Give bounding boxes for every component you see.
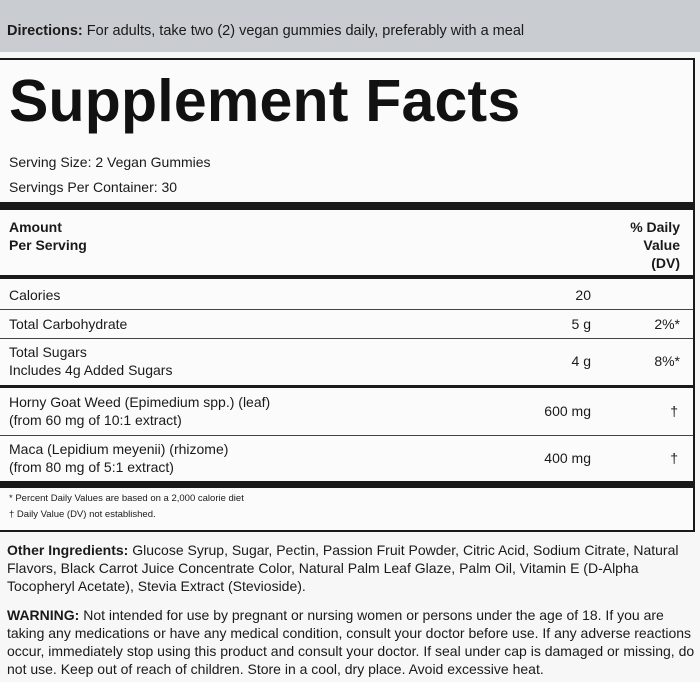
row-sugars-label: Total Sugars	[9, 344, 87, 360]
row-sugars-amount: 4 g	[571, 353, 591, 369]
warning-label: WARNING:	[7, 607, 80, 623]
facts-title: Supplement Facts	[9, 68, 521, 134]
footnote-dv-not-established: † Daily Value (DV) not established.	[9, 509, 156, 520]
row-goatweed-dv: †	[670, 403, 678, 419]
row-maca-label: Maca (Lepidium meyenii) (rhizome)	[9, 441, 229, 457]
row-sugars-dv: 8%*	[654, 353, 680, 369]
row-maca-sublabel: (from 80 mg of 5:1 extract)	[9, 459, 174, 475]
servings-per-container: Servings Per Container: 30	[9, 179, 178, 195]
row-divider	[0, 435, 693, 436]
row-carb-label: Total Carbohydrate	[9, 316, 128, 332]
other-ingredients-text: Glucose Syrup, Sugar, Pectin, Passion Fruit Powder, Citric Acid, Sodium Citrate, Natural Flavors, Black Carrot Juice Concentrate Color, Natural Palm Leaf Glaze, Palm Oil, Vitamin E (D-Alpha Tocopheryl Acetate), Stevia Extract (Stevioside).	[7, 542, 679, 594]
row-divider	[0, 309, 693, 310]
row-goatweed-label: Horny Goat Weed (Epimedium spp.) (leaf)	[9, 394, 271, 410]
other-ingredients-label: Other Ingredients:	[7, 542, 129, 558]
warning	[7, 606, 695, 678]
row-divider	[0, 338, 693, 339]
directions-bar	[0, 0, 700, 52]
directions-text: For adults, take two (2) vegan gummies daily, preferably with a meal	[82, 23, 525, 39]
dv-header-line3: (DV)	[651, 255, 680, 271]
dv-header-line2: Value	[643, 237, 680, 253]
amount-header-line2: Per Serving	[9, 237, 87, 253]
warning-text: Not intended for use by pregnant or nursing women or persons under the age of 18. If you are taking any medications or have any medical condition, consult your doctor before use. If any adverse reactions occur, immediately stop using this product and consult your doctor. If seal under cap is damaged or missing, do not use. Keep out of reach of children. Store in a cool, dry place. Avoid excessive heat.	[7, 607, 695, 677]
row-carb-dv: 2%*	[654, 316, 680, 332]
serving-size: Serving Size: 2 Vegan Gummies	[9, 154, 211, 170]
row-maca-dv: †	[670, 450, 678, 466]
supplement-facts-panel	[0, 58, 695, 532]
thick-divider-bottom	[0, 481, 693, 488]
row-maca-amount: 400 mg	[544, 450, 591, 466]
footnote-percent-dv: * Percent Daily Values are based on a 2,000 calorie diet	[9, 493, 244, 504]
amount-header-line1: Amount	[9, 219, 62, 235]
thick-divider	[0, 202, 693, 210]
row-goatweed-amount: 600 mg	[544, 403, 591, 419]
directions-label: Directions:	[7, 23, 83, 39]
medium-divider	[0, 275, 693, 279]
row-calories-label: Calories	[9, 287, 61, 303]
dv-header	[630, 218, 680, 272]
amount-header	[9, 218, 87, 254]
row-divider	[0, 385, 693, 388]
row-goatweed-sublabel: (from 60 mg of 10:1 extract)	[9, 412, 182, 428]
row-calories-amount: 20	[575, 287, 591, 303]
row-carb-amount: 5 g	[571, 316, 591, 332]
dv-header-line1: % Daily	[630, 219, 680, 235]
row-sugars-sublabel: Includes 4g Added Sugars	[9, 362, 173, 378]
other-ingredients	[7, 541, 695, 595]
